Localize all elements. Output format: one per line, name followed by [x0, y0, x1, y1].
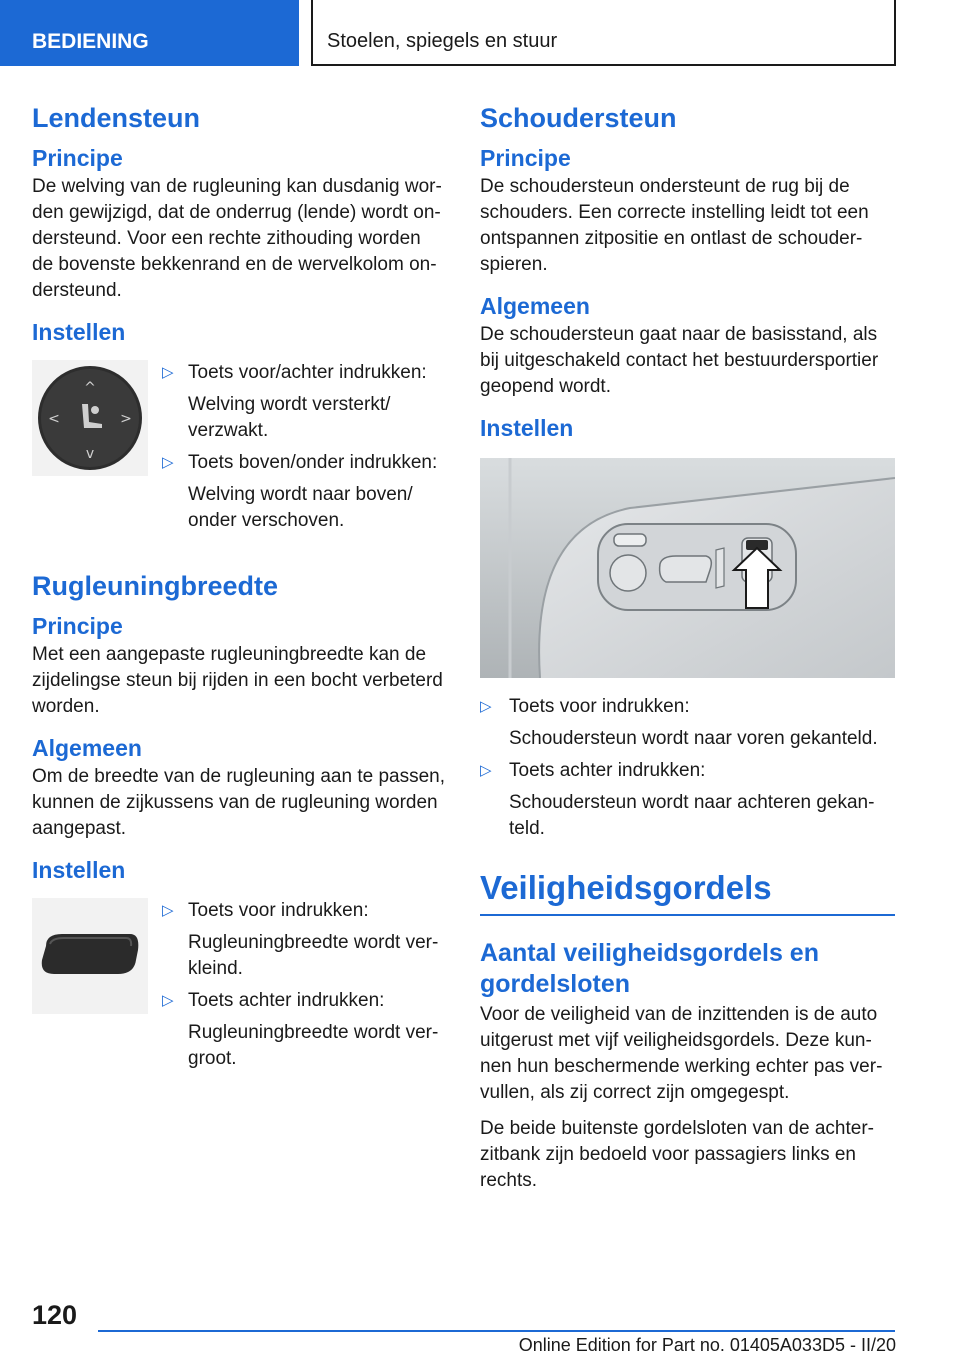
arrow-left-icon: <	[48, 411, 60, 427]
schoudersteun-algemeen-heading: Algemeen	[480, 293, 590, 319]
step-action: Toets achter indrukken:	[188, 990, 385, 1011]
gordels-text-1: Voor de veiligheid van de inzittenden is de auto uitgerust met vijf veiligheidsgordels. Deze kun-nen hun beschermende werking echter pas ver-vullen, als zij correct zijn omgegespt.	[480, 1004, 883, 1103]
page-header	[0, 0, 960, 66]
schoudersteun-principe-text: De schoudersteun ondersteunt de rug bij de schouders. Een correcte instelling leidt tot een ontspannen zitpositie en ontlast de schouder-spieren.	[480, 176, 869, 275]
rugleuningbreedte-steps	[162, 898, 447, 1072]
lendensteun-instellen-block	[32, 360, 447, 534]
lendensteun-title: Lendensteun	[32, 103, 201, 133]
schoudersteun-title: Schoudersteun	[480, 103, 677, 133]
lendensteun-instellen-heading: Instellen	[32, 319, 126, 345]
step-result: Schoudersteun wordt naar voren gekanteld.	[509, 728, 878, 749]
right-column	[480, 100, 895, 1194]
step-action: Toets achter indrukken:	[509, 760, 706, 781]
step-action: Toets voor indrukken:	[509, 696, 690, 717]
step-result: Welving wordt naar boven/ onder verschoven.	[188, 484, 413, 531]
backrest-width-button-icon	[32, 898, 148, 1014]
veiligheidsgordels-title: Veiligheidsgordels	[480, 866, 895, 916]
step-action: Toets voor indrukken:	[188, 900, 369, 921]
footer-edition: Online Edition for Part no. 01405A033D5 - II/20	[518, 1335, 896, 1355]
seat-control-panel-image	[480, 458, 895, 678]
step-result: Schoudersteun wordt naar achteren gekan-teld.	[509, 792, 875, 839]
lendensteun-principe-text: De welving van de rugleuning kan dusdanig wor-den gewijzigd, dat de onderrug (lende) wordt on-dersteund. Voor een rechte zithouding worden de bovenste bekkenrand en de wervelkolom on-dersteund.	[32, 176, 442, 301]
rugleuningbreedte-algemeen-heading: Algemeen	[32, 735, 142, 761]
lendensteun-steps	[162, 360, 447, 534]
arrow-up-icon: ^	[84, 380, 96, 396]
step-triangle-icon: ▷	[162, 902, 174, 919]
schoudersteun-steps	[480, 694, 895, 842]
step-triangle-icon: ▷	[162, 454, 174, 471]
list-item	[480, 758, 895, 842]
gordels-text-2: De beide buitenste gordelsloten van de achter-zitbank zijn bedoeld voor passagiers links en rechts.	[480, 1118, 874, 1191]
schoudersteun-algemeen-text: De schoudersteun gaat naar de basisstand, als bij uitgeschakeld contact het bestuurdersportier geopend wordt.	[480, 324, 879, 397]
section-header-title: Stoelen, spiegels en stuur	[311, 0, 896, 66]
step-result: Rugleuningbreedte wordt ver-groot.	[188, 1022, 439, 1069]
list-item	[480, 694, 895, 752]
list-item	[162, 988, 447, 1072]
chapter-tab: BEDIENING	[0, 0, 299, 66]
page-number: 120	[32, 1300, 78, 1330]
backrest-width-button-image	[32, 898, 148, 1014]
list-item	[162, 450, 447, 534]
rugleuningbreedte-instellen-heading: Instellen	[32, 857, 126, 883]
left-column	[32, 100, 447, 1072]
seat-controls-photo	[480, 458, 895, 678]
step-action: Toets boven/onder indrukken:	[188, 452, 438, 473]
rugleuningbreedte-title: Rugleuningbreedte	[32, 571, 279, 601]
lumbar-control-image	[32, 360, 148, 476]
rugleuningbreedte-principe-heading: Principe	[32, 613, 123, 639]
schoudersteun-principe-heading: Principe	[480, 145, 571, 171]
list-item	[162, 898, 447, 982]
step-result: Welving wordt versterkt/ verzwakt.	[188, 394, 391, 441]
step-action: Toets voor/achter indrukken:	[188, 362, 427, 383]
rugleuningbreedte-principe-text: Met een aangepaste rugleuningbreedte kan de zijdelingse steun bij rijden in een bocht verbeterd worden.	[32, 644, 443, 717]
step-triangle-icon: ▷	[480, 762, 492, 779]
rugleuningbreedte-instellen-block	[32, 898, 447, 1072]
step-triangle-icon: ▷	[162, 364, 174, 381]
step-triangle-icon: ▷	[480, 698, 492, 715]
schoudersteun-instellen-heading: Instellen	[480, 415, 574, 441]
lumbar-control-icon	[32, 360, 148, 476]
rugleuningbreedte-algemeen-text: Om de breedte van de rugleuning aan te passen, kunnen de zijkussens van de rugleuning worden aangepast.	[32, 766, 446, 839]
lendensteun-principe-heading: Principe	[32, 145, 123, 171]
step-result: Rugleuningbreedte wordt ver-kleind.	[188, 932, 439, 979]
arrow-right-icon: >	[120, 411, 132, 427]
footer-divider	[98, 1330, 895, 1332]
step-triangle-icon: ▷	[162, 992, 174, 1009]
list-item	[162, 360, 447, 444]
arrow-down-icon: v	[85, 446, 95, 462]
gordels-subtitle: Aantal veiligheidsgordels en gordelsloten	[480, 939, 819, 998]
